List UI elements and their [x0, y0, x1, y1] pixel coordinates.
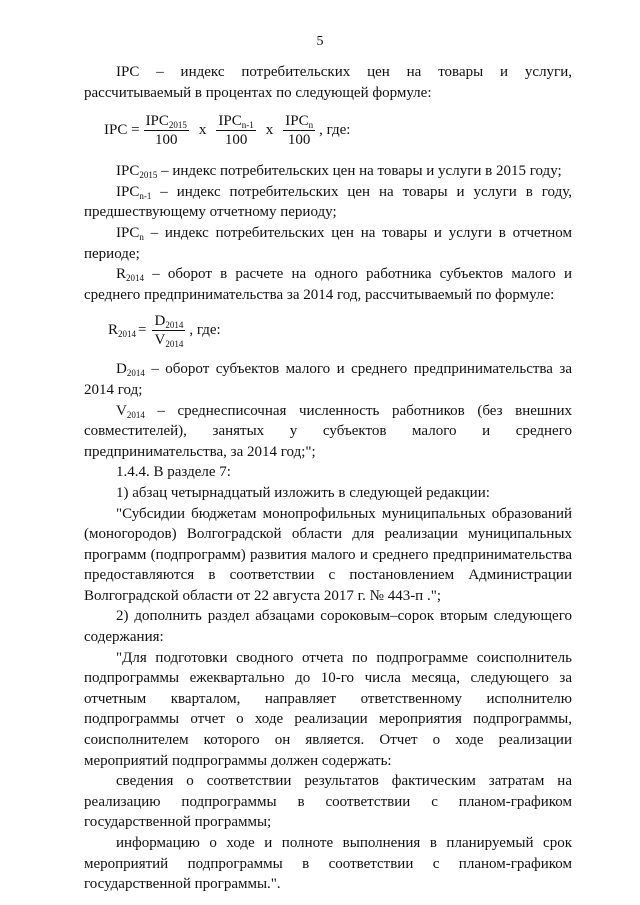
- paragraph-quote-info-progress: информацию о ходе и полноте выполнения в планируемый срок мероприятий подпрограммы в соответствии с планом-графиком государственной программы.".: [84, 835, 572, 893]
- paragraph-section-144: 1.4.4. В разделе 7:: [116, 464, 231, 481]
- fraction-ipcn-num: IPC: [285, 112, 309, 129]
- fraction-ipc2015-num: IPC: [145, 112, 169, 129]
- definition-d2014-sub: 2014: [126, 368, 145, 379]
- paragraph-item-1: 1) абзац четырнадцатый изложить в следующей редакции:: [116, 484, 490, 501]
- fraction-ipc2015: [144, 113, 189, 148]
- fraction-d-num: D: [154, 312, 166, 329]
- formula-r2014-tail: , где:: [189, 322, 221, 339]
- definition-d2014: [84, 359, 572, 400]
- definition-v2014-text: – среднесписочная численность работников (без внешних совместителей), занятых у субъектов малого и среднего предпринимательства, за 2014 год;";: [84, 402, 572, 460]
- paragraph-quote-subsidies: "Субсидии бюджетам монопрофильных муниципальных образований (моногородов) Волгоградской области для реализации муниципальных программ (подпрограмм) развития малого и среднего предпринимательства предоставляются в соответствии с постановлением Администрации Волгоградской области от 22 августа 2017 г. № 443-п .";: [84, 505, 572, 604]
- fraction-ipcn-num-sub: n: [308, 119, 314, 130]
- definition-ipc2015-symbol: IPC: [116, 163, 140, 180]
- formula-r2014: [84, 309, 572, 351]
- fraction-v-den-sub: 2014: [165, 338, 184, 349]
- fraction-ipcn1: [216, 113, 255, 148]
- formula-ipc: [84, 107, 572, 153]
- fraction-d-over-v: [152, 313, 185, 348]
- definition-ipcn-sub: n: [139, 231, 144, 242]
- definition-ipcn-text: – индекс потребительских цен на товары и услуги в отчетном периоде;: [84, 224, 572, 262]
- formula-r2014-lhs: [108, 320, 136, 341]
- fraction-ipcn1-num: IPC: [218, 112, 242, 129]
- definition-ipcn: [84, 223, 572, 264]
- fraction-v-den: V: [154, 331, 166, 348]
- fraction-d-num-sub: 2014: [165, 319, 184, 330]
- times-sign-2: x: [265, 121, 274, 138]
- paragraph-quote-info-results: сведения о соответствии результатов фактическим затратам на реализацию подпрограммы в соответствии с планом-графиком государственной программы;: [84, 773, 572, 831]
- fraction-ipcn-den: 100: [287, 131, 311, 148]
- paragraph-quote-report: "Для подготовки сводного отчета по подпрограмме соисполнитель подпрограммы ежеквартально до 10-го числа месяца, следующего за отчетным кварталом, направляет ответственному исполнителю подпрограммы отчет о ходе реализации мероприятия подпрограммы, соисполнителем которого он является. Отчет о ходе реализации мероприятий подпрограммы должен содержать:: [84, 649, 572, 769]
- definition-r2014-text: – оборот в расчете на одного работника субъектов малого и среднего предпринимательства за 2014 год, рассчитываемый по формуле:: [84, 266, 572, 303]
- definition-r2014-sub: 2014: [126, 273, 145, 284]
- paragraph-item-2: 2) дополнить раздел абзацами сороковым–сорок вторым следующего содержания:: [84, 608, 572, 646]
- definition-d2014-text: – оборот субъектов малого и среднего предпринимательства за 2014 год;: [84, 361, 572, 398]
- definition-r2014-symbol: R: [116, 266, 127, 283]
- definition-v2014-symbol: V: [116, 402, 127, 419]
- definition-ipcn1-symbol: IPC: [116, 183, 140, 200]
- definition-v2014: [84, 401, 572, 463]
- definition-ipcn-symbol: IPC: [116, 224, 140, 241]
- formula-ipc-tail: , где:: [319, 121, 351, 138]
- fraction-ipcn1-num-sub: n-1: [241, 119, 254, 130]
- paragraph-ipc-intro: IPC – индекс потребительских цен на товары и услуги, рассчитываемый в процентах по следующей формуле:: [84, 64, 572, 101]
- document-body: [84, 62, 572, 895]
- formula-ipc-lhs: IPC =: [104, 121, 140, 138]
- definition-ipcn1-sub: n-1: [139, 190, 152, 201]
- definition-ipc2015-sub: 2015: [139, 170, 158, 181]
- fraction-ipcn1-den: 100: [224, 131, 248, 148]
- fraction-ipc2015-num-sub: 2015: [168, 119, 187, 130]
- formula-r2014-equals: =: [138, 322, 147, 339]
- definition-v2014-sub: 2014: [126, 409, 145, 420]
- formula-r2014-lhs-sub: 2014: [118, 329, 137, 340]
- fraction-ipcn: [283, 113, 315, 148]
- formula-r2014-lhs-symbol: R: [108, 322, 119, 339]
- definition-ipc2015: [84, 161, 572, 182]
- definition-d2014-symbol: D: [116, 361, 127, 378]
- fraction-ipc2015-den: 100: [154, 131, 178, 148]
- definition-r2014: [84, 264, 572, 305]
- page-number: 5: [316, 34, 324, 49]
- definition-ipcn1-text: – индекс потребительских цен на товары и услуги в году, предшествующему отчетному периоду;: [84, 183, 572, 221]
- definition-ipc2015-text: – индекс потребительских цен на товары и услуги в 2015 году;: [157, 163, 562, 180]
- definition-ipcn1: [84, 182, 572, 223]
- times-sign-1: x: [198, 121, 207, 138]
